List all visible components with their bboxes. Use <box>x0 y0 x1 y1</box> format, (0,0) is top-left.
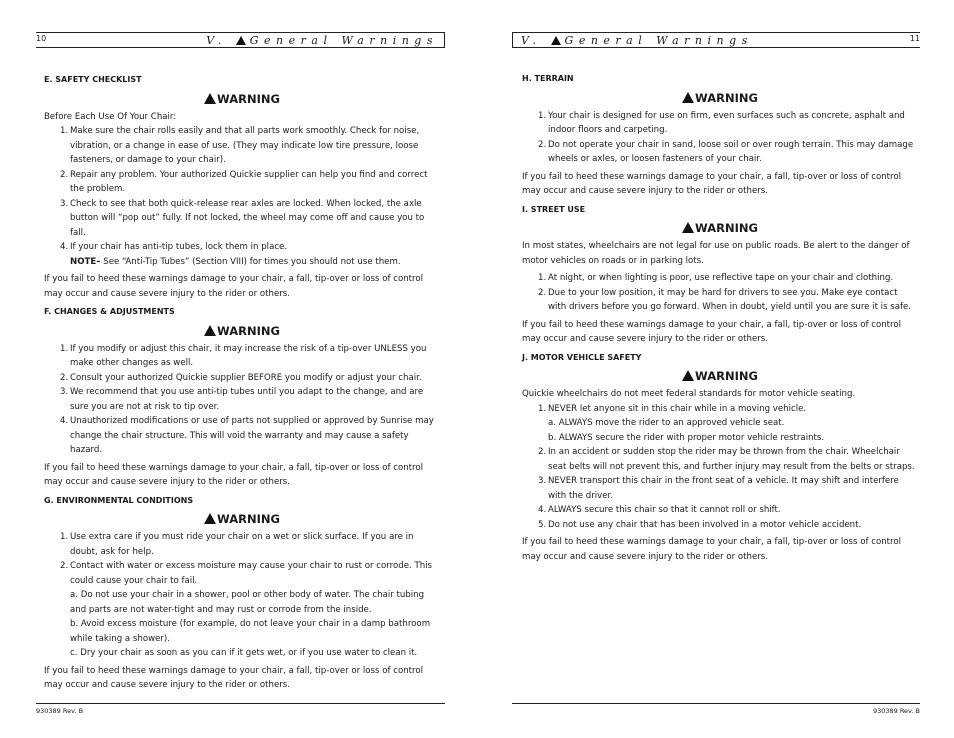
warning-icon <box>682 222 694 233</box>
section-heading: E. SAFETY CHECKLIST <box>44 75 142 84</box>
section-intro: In most states, wheelchairs are not legal for use on public roads. Be alert to the danger of motor vehicles on roads or in parking lots. <box>522 241 910 266</box>
warning-triangle-icon <box>551 36 561 45</box>
list-item: 3. We recommend that you use anti-tip tubes until you adapt to the change, and are sure you are not at risk to tip over. <box>60 387 424 412</box>
page-header <box>36 32 445 48</box>
warning-icon <box>204 513 216 524</box>
page-number: 11 <box>909 34 920 43</box>
environment-list <box>44 530 440 661</box>
warning-icon <box>204 93 216 104</box>
warning-label: WARNING <box>522 89 918 107</box>
list-item: 2. Contact with water or excess moisture may cause your chair to rust or corrode. This could cause your chair to fail. a. Do not use your chair in a shower, pool or other body of water. The chair tubing and parts are not water-tight and may rust or corrode from the inside. b. Avoid excess moisture (for example, do not leave your chair in a damp bathroom while taking a shower). c. Dry your chair as soon as you can if it gets wet, or if you use water to clean it. <box>70 559 440 661</box>
list-item: 2. Due to your low position, it may be hard for drivers to see you. Make eye contact with drivers before you go forward. When in doubt, yield until you are sure it is safe. <box>538 287 912 312</box>
list-item: 2. In an accident or sudden stop the rider may be thrown from the chair. Wheelchair seat belts will not prevent this, and further injury may result from the belts or straps. <box>538 447 915 472</box>
page-number: 10 <box>36 34 47 43</box>
list-item: 1. At night, or when lighting is poor, use reflective tape on your chair and clothing. <box>538 273 894 283</box>
right-page <box>512 0 920 738</box>
closing-text: If you fail to heed these warnings damage to your chair, a fall, tip-over or loss of control may occur and cause severe injury to the rider or others. <box>44 274 424 299</box>
list-item: 1. Use extra care if you must ride your chair on a wet or slick surface. If you are in doubt, ask for help. <box>60 532 414 557</box>
header-main: General Warnings <box>564 34 753 47</box>
list-item: 3. NEVER transport this chair in the front seat of a vehicle. It may shift and interfere with the driver. <box>538 476 899 501</box>
warning-label: WARNING <box>44 90 440 108</box>
warning-icon <box>682 370 694 381</box>
terrain-list <box>522 109 918 167</box>
warning-triangle-icon <box>236 36 246 45</box>
closing-text: If you fail to heed these warnings damage to your chair, a fall, tip-over or loss of control may occur and cause severe injury to the rider or others. <box>522 319 902 344</box>
sub-item: b. Avoid excess moisture (for example, do not leave your chair in a damp bathroom while taking a shower). <box>70 619 431 644</box>
footer-code: 930389 Rev. B <box>872 707 920 715</box>
section-heading: I. STREET USE <box>522 204 586 214</box>
closing-text: If you fail to heed these warnings damage to your chair, a fall, tip-over or loss of control may occur and cause severe injury to the rider or others. <box>44 462 424 487</box>
street-list <box>522 271 918 315</box>
header-prefix: V. <box>206 34 227 47</box>
footer-rule <box>36 703 445 704</box>
footer-rule <box>512 703 920 704</box>
list-item: 3. Check to see that both quick-release rear axles are locked. When locked, the axle button will “pop out” fully. If not locked, the wheel may come off and cause you to fall. <box>60 198 425 238</box>
header-main: General Warnings <box>249 34 438 47</box>
list-item: 1. NEVER let anyone sit in this chair while in a moving vehicle. a. ALWAYS move the rider to an approved vehicle seat. b. ALWAYS secure the rider with proper motor vehicle restraints. <box>548 402 918 446</box>
section-intro: Before Each Use Of Your Chair: <box>44 111 177 122</box>
sub-item: c. Dry your chair as soon as you can if it gets wet, or if you use water to clean it. <box>70 648 418 658</box>
warning-icon <box>682 92 694 103</box>
list-item: 1. Make sure the chair rolls easily and that all parts work smoothly. Check for noise, vibration, or a change in ease of use. (They may indicate low tire pressure, loose fasteners, or damage to your chair). <box>60 126 420 165</box>
closing-text: If you fail to heed these warnings damage to your chair, a fall, tip-over or loss of control may occur and cause severe injury to the rider or others. <box>44 665 424 690</box>
list-item: 4. If your chair has anti-tip tubes, lock them in place. NOTE– See “Anti-Tip Tubes” (Section VIII) for times you should not use them. <box>60 242 401 267</box>
warning-icon <box>204 325 216 336</box>
closing-text: If you fail to heed these warnings damage to your chair, a fall, tip-over or loss of control may occur and cause severe injury to the rider or others. <box>522 171 902 196</box>
warning-label: WARNING <box>44 510 440 528</box>
header-title <box>206 34 438 47</box>
list-item: 1. If you modify or adjust this chair, it may increase the risk of a tip-over UNLESS you make other changes as well. <box>60 343 427 368</box>
section-heading: F. CHANGES & ADJUSTMENTS <box>44 307 175 316</box>
changes-list <box>44 342 440 458</box>
sub-list <box>70 588 440 661</box>
left-page <box>36 0 445 738</box>
warning-label: WARNING <box>522 219 918 237</box>
page-header <box>512 32 920 48</box>
section-heading: H. TERRAIN <box>522 74 574 83</box>
section-intro: Quickie wheelchairs do not meet federal standards for motor vehicle seating. <box>522 389 856 399</box>
list-item: 4. Unauthorized modifications or use of parts not supplied or approved by Sunrise may change the chair structure. This will void the warranty and may cause a safety hazard. <box>60 416 434 455</box>
closing-text: If you fail to heed these warnings damage to your chair, a fall, tip-over or loss of control may occur and cause severe injury to the rider or others. <box>522 537 902 562</box>
sub-item: a. ALWAYS move the rider to an approved vehicle seat. <box>548 418 785 428</box>
vehicle-list <box>522 402 918 533</box>
warning-label: WARNING <box>522 367 918 385</box>
footer-code: 930389 Rev. B <box>36 707 84 715</box>
list-item: 2. Repair any problem. Your authorized Quickie supplier can help you find and correct the problem. <box>60 169 428 194</box>
header-title <box>521 34 753 47</box>
list-item: 2. Do not operate your chair in sand, loose soil or over rough terrain. This may damage wheels or axles, or loosen fasteners of your chair. <box>538 139 914 164</box>
list-item: 5. Do not use any chair that has been involved in a motor vehicle accident. <box>538 519 862 530</box>
right-content <box>522 68 918 566</box>
header-prefix: V. <box>521 34 542 47</box>
warning-label: WARNING <box>44 322 440 340</box>
list-item: 2. Consult your authorized Quickie supplier BEFORE you modify or adjust your chair. <box>60 372 422 383</box>
note-text: See “Anti-Tip Tubes” (Section VIII) for times you should not use them. <box>103 256 401 267</box>
list-item: 1. Your chair is designed for use on firm, even surfaces such as concrete, asphalt and indoor floors and carpeting. <box>538 110 905 135</box>
section-heading: J. MOTOR VEHICLE SAFETY <box>522 352 642 362</box>
section-heading: G. ENVIRONMENTAL CONDITIONS <box>44 495 194 505</box>
sub-item: a. Do not use your chair in a shower, pool or other body of water. The chair tubing and parts are not water-tight and may rust or corrode from the inside. <box>70 590 425 615</box>
sub-item: b. ALWAYS secure the rider with proper motor vehicle restraints. <box>548 432 825 443</box>
sub-list <box>548 416 918 445</box>
list-item: 4. ALWAYS secure this chair so that it cannot roll or shift. <box>538 505 781 515</box>
note-label: NOTE– <box>70 256 101 267</box>
left-content <box>44 69 440 695</box>
checklist <box>44 124 440 269</box>
